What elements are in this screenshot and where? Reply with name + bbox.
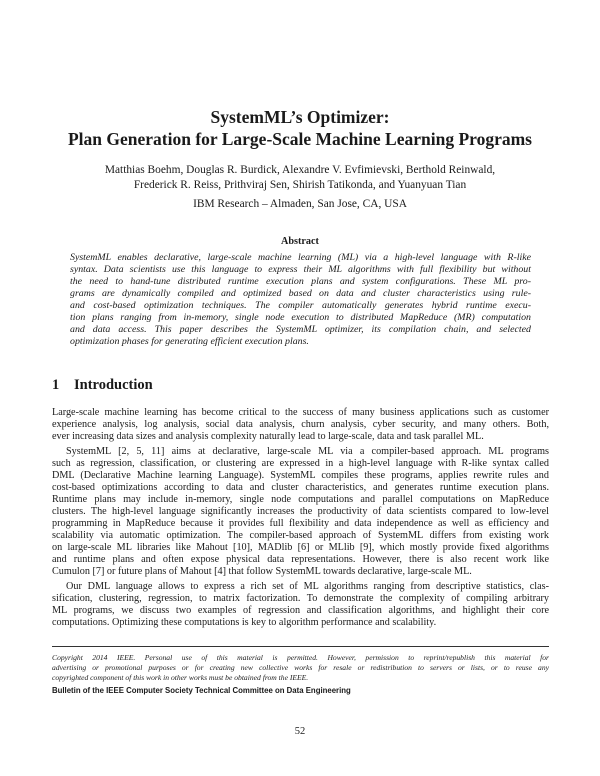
body-line: on large-scale ML libraries like Mahout [10], MADlib [6] or MLlib [9], which mostly provide fixed algorithms xyxy=(52,542,549,553)
body-line: DML (Declarative Machine learning Language). SystemML compiles these programs, applies rewrite rules and xyxy=(52,470,549,481)
abstract-line: and cost-based optimization techniques. The compiler automatically generates hybrid runtime execu- xyxy=(70,300,531,311)
footnote-divider xyxy=(52,646,549,647)
bulletin-line: Bulletin of the IEEE Computer Society Technical Committee on Data Engineering xyxy=(52,686,351,695)
footnote-line: Copyright 2014 IEEE. Personal use of this material is permitted. However, permission to reprint/republish this material for xyxy=(52,653,549,662)
body-line: programming in MapReduce because it provides full flexibility and data independence as well as efficiency and xyxy=(52,518,549,529)
body-line: ML programs, we discuss two examples of regression and classification algorithms, and highlight their core xyxy=(52,605,549,616)
section-title: Introduction xyxy=(74,377,153,393)
body-line: Our DML language allows to express a rich set of ML algorithms ranging from descriptive statistics, clas- xyxy=(66,581,549,592)
abstract-line: syntax. Data scientists use this language to express their ML algorithms with full flexibility but without xyxy=(70,264,531,275)
footnote-line: advertising or promotional purposes or for creating new collective works for resale or redistribution to servers or lists, or to reuse any xyxy=(52,663,549,672)
body-line: and runtime plans and often expose physical data representations. However, there is also recent work like xyxy=(52,554,549,565)
body-line: Runtime plans may include in-memory, single node computations and parallel computations on MapReduce xyxy=(52,494,549,505)
abstract-heading: Abstract xyxy=(281,236,319,247)
abstract-line: the need to hand-tune distributed runtime execution plans and system configurations. These ML pro- xyxy=(70,276,531,287)
abstract-line: and data access. This paper describes the SystemML optimizer, its compilation chain, and selected xyxy=(70,324,531,335)
section-number: 1 xyxy=(52,377,60,393)
body-line: Large-scale machine learning has become critical to the success of many business applications such as customer xyxy=(52,407,549,418)
page-number: 52 xyxy=(294,726,306,737)
affiliation: IBM Research – Almaden, San Jose, CA, USA xyxy=(193,198,407,210)
body-line: experience analysis, log analysis, social data analysis, churn analysis, cyber security, and many others. Both, xyxy=(52,419,549,430)
paper-title-line-1: SystemML’s Optimizer: xyxy=(210,107,390,127)
body-line: Cumulon [7] or future plans of Mahout [4] that follow SystemML towards declarative, large-scale ML. xyxy=(52,566,472,577)
abstract-line: optimization phases for generating efficient execution plans. xyxy=(70,336,309,347)
abstract-line: tion plans ranging from in-memory, single node execution to distributed MapReduce (MR) computation xyxy=(70,312,531,323)
abstract-line: grams are dynamically compiled and optimized based on data and cluster characteristics using rule- xyxy=(70,288,531,299)
body-line: sification, clustering, regression, to matrix factorization. To demonstrate the complexity of compiling arbitrary xyxy=(52,593,549,604)
body-line: such as regression, classification, or clustering are expressed in a high-level language with R-like syntax called xyxy=(52,458,549,469)
authors-line-2: Frederick R. Reiss, Prithviraj Sen, Shirish Tatikonda, and Yuanyuan Tian xyxy=(133,179,467,191)
body-line: scalability via automatic optimization. The compiler-based approach of SystemML differs from existing work xyxy=(52,530,549,541)
body-line: computations. Optimizing these computations is key to algorithm performance and scalability. xyxy=(52,617,437,628)
authors-line-1: Matthias Boehm, Douglas R. Burdick, Alexandre V. Evfimievski, Berthold Reinwald, xyxy=(104,164,496,176)
paper-title-line-2: Plan Generation for Large-Scale Machine Learning Programs xyxy=(67,129,532,149)
abstract-line: SystemML enables declarative, large-scale machine learning (ML) via a high-level language with R-like xyxy=(70,252,531,263)
body-line: ever increasing data sizes and analysis complexity naturally lead to large-scale, data and task parallel ML. xyxy=(52,431,484,442)
section-heading xyxy=(52,376,153,394)
footnote-line: copyrighted component of this work in other works must be obtained from the IEEE. xyxy=(52,673,309,682)
body-line: SystemML [2, 5, 11] aims at declarative, large-scale ML via a compiler-based approach. ML programs xyxy=(66,446,549,457)
body-line: clusters. The high-level language significantly increases the productivity of data scientists compared to low-level xyxy=(52,506,549,517)
body-line: cost-based optimizations according to data and cluster characteristics, and generates runtime execution plans. xyxy=(52,482,549,493)
